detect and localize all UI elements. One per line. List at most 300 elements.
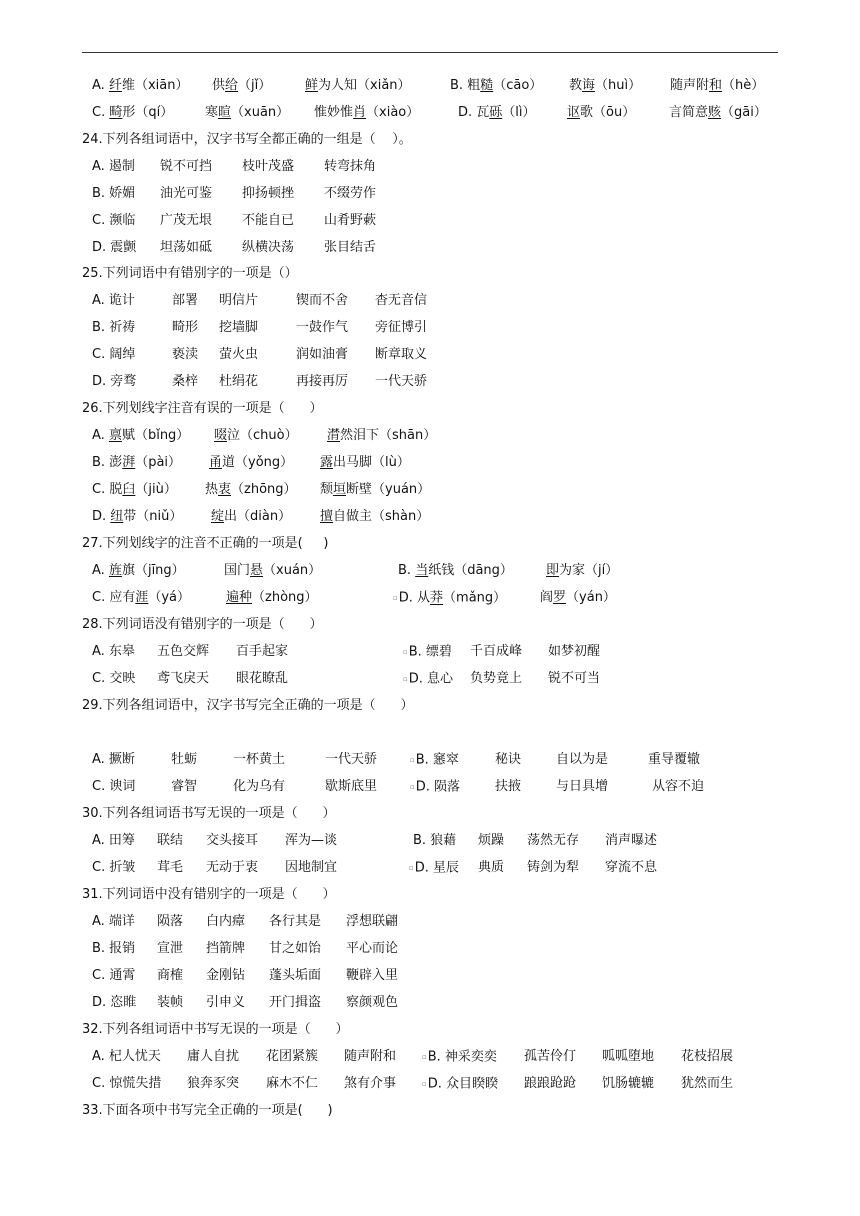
answer-option xyxy=(266,1047,318,1067)
option-text: 茸毛 xyxy=(157,860,184,875)
answer-option xyxy=(346,966,398,986)
question-stem: 28.下列词语没有错别字的一项是（ ） xyxy=(82,617,323,632)
answer-option xyxy=(602,1074,654,1094)
answer-option xyxy=(157,993,183,1013)
answer-option xyxy=(325,750,377,770)
option-text: 装帧 xyxy=(157,995,184,1010)
answer-option xyxy=(92,157,135,177)
option-text: 饥肠辘辘 xyxy=(602,1076,655,1091)
option-text: 热 xyxy=(205,482,219,497)
answer-option xyxy=(546,561,618,581)
answer-option xyxy=(206,831,258,851)
option-text: 犹然而生 xyxy=(681,1076,734,1091)
option-text: （hè） xyxy=(722,78,765,93)
option-text: 歇斯底里 xyxy=(325,779,378,794)
option-text: 纵横决荡 xyxy=(242,240,295,255)
underlined-char: 和 xyxy=(709,78,723,93)
option-text: 颓 xyxy=(320,482,334,497)
option-text: 然泪下（shān） xyxy=(340,428,437,443)
underlined-char: 种 xyxy=(239,590,253,605)
answer-option xyxy=(92,426,189,446)
option-text: 呱呱堕地 xyxy=(602,1049,655,1064)
answer-option xyxy=(296,372,348,392)
option-text: 从容不迫 xyxy=(652,779,705,794)
option-text: 烦躁 xyxy=(478,833,505,848)
option-text: 出（diàn） xyxy=(224,509,292,524)
answer-option xyxy=(211,507,291,527)
answer-option xyxy=(92,76,188,96)
answer-option xyxy=(92,831,135,851)
option-text: （mǎng） xyxy=(443,590,507,606)
answer-option xyxy=(242,184,294,204)
underlined-char: 暄 xyxy=(218,105,232,120)
underlined-char: 赅 xyxy=(708,105,722,120)
answer-option xyxy=(324,211,376,231)
underlined-char: 砾 xyxy=(489,105,503,120)
option-text: 自以为是 xyxy=(556,752,609,767)
answer-option xyxy=(92,993,136,1013)
option-text: 亵渎 xyxy=(172,347,199,362)
option-text: 无动于衷 xyxy=(206,860,259,875)
option-text: 孤苦伶仃 xyxy=(524,1049,577,1064)
answer-option xyxy=(92,777,135,797)
answer-option xyxy=(157,939,183,959)
answer-option xyxy=(346,993,398,1013)
underlined-char: 潸 xyxy=(327,428,341,443)
option-text: 一鼓作气 xyxy=(296,320,349,335)
option-text: B. 粗 xyxy=(450,78,481,93)
option-text: 维（xiān） xyxy=(121,78,189,93)
option-text: 供 xyxy=(212,78,226,93)
option-text: 油光可鉴 xyxy=(160,186,213,201)
answer-option xyxy=(226,588,318,608)
option-text: 浑为—谈 xyxy=(285,833,338,848)
answer-option xyxy=(527,831,579,851)
option-text: 金刚钻 xyxy=(206,968,246,983)
option-text: 与日具增 xyxy=(556,779,609,794)
bullet-dot-icon: ▫ xyxy=(403,675,408,683)
answer-option xyxy=(171,750,197,770)
option-text: 花团紧簇 xyxy=(266,1049,319,1064)
answer-option xyxy=(269,993,321,1013)
underlined-char: 衷 xyxy=(218,482,232,497)
underlined-char: 绽 xyxy=(211,509,225,524)
underlined-char: 肖 xyxy=(353,105,367,120)
answer-option xyxy=(450,76,542,96)
option-text: 挡箭牌 xyxy=(206,941,246,956)
underlined-char: 纤 xyxy=(108,78,122,93)
answer-option xyxy=(92,939,135,959)
answer-option xyxy=(92,561,185,581)
underlined-char: 垣 xyxy=(333,482,347,497)
answer-option xyxy=(344,1047,396,1067)
option-text: 鸢飞戾天 xyxy=(157,671,210,686)
option-text: D. 息心 xyxy=(408,671,454,687)
option-text: 挖墙脚 xyxy=(219,320,259,335)
answer-option xyxy=(495,777,521,797)
answer-option xyxy=(548,642,600,662)
option-text: 荡然无存 xyxy=(527,833,580,848)
answer-option xyxy=(409,858,459,879)
option-text: 因地制宜 xyxy=(285,860,338,875)
answer-option xyxy=(157,669,209,689)
option-text: （pài） xyxy=(135,455,182,470)
option-text: A. xyxy=(92,428,109,443)
answer-option xyxy=(648,750,700,770)
option-text: 润如油膏 xyxy=(296,347,349,362)
answer-option xyxy=(305,76,411,96)
option-text: B. 狼藉 xyxy=(413,833,457,848)
option-text: 扶掖 xyxy=(495,779,522,794)
option-text: 秘诀 xyxy=(495,752,522,767)
answer-option xyxy=(320,480,430,500)
option-text: B. 报销 xyxy=(92,941,136,956)
option-text: 部署 xyxy=(172,293,199,308)
answer-option xyxy=(524,1074,576,1094)
option-text: D. xyxy=(92,509,111,524)
option-text: 形（qí） xyxy=(122,105,174,120)
option-text: 千百成峰 xyxy=(470,644,523,659)
option-text: 各行其是 xyxy=(269,914,322,929)
option-text: 宣泄 xyxy=(157,941,184,956)
answer-option xyxy=(346,912,398,932)
option-text: 寒 xyxy=(205,105,219,120)
answer-option xyxy=(242,238,294,258)
answer-option xyxy=(206,939,245,959)
answer-option xyxy=(470,642,522,662)
option-text: 陨落 xyxy=(157,914,184,929)
bullet-dot-icon: ▫ xyxy=(403,648,408,656)
answer-option xyxy=(670,76,764,96)
underlined-char: 悬 xyxy=(250,563,264,578)
option-text: 鞭辟入里 xyxy=(346,968,399,983)
answer-option xyxy=(269,939,321,959)
answer-option xyxy=(605,831,657,851)
option-text: D. 众目睽睽 xyxy=(427,1076,499,1092)
option-text: C. 谀词 xyxy=(92,779,136,794)
answer-option xyxy=(403,669,453,690)
answer-option xyxy=(605,858,657,878)
answer-option xyxy=(160,157,212,177)
option-text: C. 惊慌失措 xyxy=(92,1076,162,1091)
answer-option xyxy=(556,750,608,770)
question-stem: 32.下列各组词语中书写无误的一项是（ ） xyxy=(82,1022,349,1037)
option-text: C. 应有 xyxy=(92,590,136,605)
question-stem: 27.下列划线字的注音不正确的一项是( ) xyxy=(82,536,329,551)
answer-option xyxy=(92,480,177,500)
option-text: 花枝招展 xyxy=(681,1049,734,1064)
option-text: A. 遏制 xyxy=(92,159,135,174)
bullet-dot-icon: ▫ xyxy=(410,783,415,791)
option-text: 泣（chuò） xyxy=(227,428,298,443)
answer-option xyxy=(219,372,258,392)
answer-option xyxy=(458,103,536,123)
option-text: 随声附和 xyxy=(344,1049,397,1064)
bullet-dot-icon: ▫ xyxy=(422,1080,427,1088)
option-text: 甘之如饴 xyxy=(269,941,322,956)
answer-option xyxy=(92,345,135,365)
option-text: 断壁（yuán） xyxy=(346,482,431,497)
underlined-char: 禀 xyxy=(108,428,122,443)
option-text: D. 从 xyxy=(398,590,431,606)
answer-option xyxy=(92,966,135,986)
option-text: C. xyxy=(92,105,110,120)
question-stem: 24.下列各组词语中，汉字书写全都正确的一组是（ ）。 xyxy=(82,132,412,147)
answer-option xyxy=(236,642,288,662)
answer-option xyxy=(206,966,245,986)
option-text: （xuān） xyxy=(231,105,290,120)
option-text: A. 撅断 xyxy=(92,752,135,767)
answer-option xyxy=(92,211,135,231)
option-text: B. 澎 xyxy=(92,455,123,470)
option-text: 不能自已 xyxy=(242,213,295,228)
bullet-dot-icon: ▫ xyxy=(409,864,414,872)
option-text: 带（niǔ） xyxy=(123,509,183,524)
answer-option xyxy=(285,831,337,851)
option-text: B. 祈祷 xyxy=(92,320,136,335)
option-text: （cāo） xyxy=(493,78,543,93)
option-text: 牡蛎 xyxy=(171,752,198,767)
option-text: A. 田筹 xyxy=(92,833,135,848)
answer-option xyxy=(219,345,258,365)
option-text: 明信片 xyxy=(219,293,259,308)
option-text: B. 娇媚 xyxy=(92,186,136,201)
option-text: 负势竟上 xyxy=(470,671,523,686)
option-text: 典质 xyxy=(478,860,505,875)
option-text: 一代天骄 xyxy=(375,374,428,389)
answer-option xyxy=(478,858,504,878)
option-text: 教 xyxy=(569,78,583,93)
answer-option xyxy=(320,453,410,473)
answer-option xyxy=(375,372,427,392)
answer-option xyxy=(92,372,136,392)
option-text: 踉踉跄跄 xyxy=(524,1076,577,1091)
answer-option xyxy=(325,777,377,797)
answer-option xyxy=(157,831,183,851)
option-text: 转弯抹角 xyxy=(324,159,377,174)
option-text: C. 脱 xyxy=(92,482,123,497)
option-text: B. 缥碧 xyxy=(408,644,452,660)
option-text: 不缀劳作 xyxy=(324,186,377,201)
answer-option xyxy=(92,103,173,123)
answer-option xyxy=(224,561,321,581)
answer-option xyxy=(413,831,456,851)
option-text: A. 诡计 xyxy=(92,293,135,308)
option-text: 锲而不舍 xyxy=(296,293,349,308)
option-text: （zhōng） xyxy=(231,482,297,497)
answer-option xyxy=(314,103,419,123)
option-text: 山肴野蔌 xyxy=(324,213,377,228)
option-text: 萤火虫 xyxy=(219,347,259,362)
option-text: A. xyxy=(92,78,109,93)
option-text: 如梦初醒 xyxy=(548,644,601,659)
option-text: 惟妙惟 xyxy=(314,105,354,120)
option-text: 杜绢花 xyxy=(219,374,259,389)
answer-option xyxy=(219,318,258,338)
option-text: D. 瓦 xyxy=(458,105,490,120)
option-text: C. 濒临 xyxy=(92,213,136,228)
option-text: 坦荡如砥 xyxy=(160,240,213,255)
option-text: 断章取义 xyxy=(375,347,428,362)
underlined-char: 甬 xyxy=(209,455,223,470)
option-text: C. 交映 xyxy=(92,671,136,686)
answer-option xyxy=(206,858,258,878)
answer-option xyxy=(548,669,600,689)
option-text: D. 陨落 xyxy=(415,779,461,795)
option-text: 一杯黄土 xyxy=(233,752,286,767)
answer-option xyxy=(92,912,135,932)
underlined-char: 涯 xyxy=(135,590,149,605)
option-text: 开门揖盗 xyxy=(269,995,322,1010)
answer-option xyxy=(187,1074,239,1094)
option-text: 杳无音信 xyxy=(375,293,428,308)
option-text: 麻木不仁 xyxy=(266,1076,319,1091)
option-text: 道（yǒng） xyxy=(222,455,294,470)
answer-option xyxy=(205,103,289,123)
option-text: 商榷 xyxy=(157,968,184,983)
answer-option xyxy=(92,588,190,608)
answer-option xyxy=(398,561,513,581)
option-text: A. xyxy=(92,563,109,578)
answer-option xyxy=(214,426,298,446)
answer-option xyxy=(92,858,135,878)
answer-option xyxy=(681,1047,733,1067)
answer-option xyxy=(669,103,767,123)
option-text: 广茂无垠 xyxy=(160,213,213,228)
answer-option xyxy=(296,345,348,365)
answer-option xyxy=(320,507,429,527)
question-stem: 29.下列各组词语中，汉字书写完全正确的一项是（ ） xyxy=(82,698,414,713)
answer-option xyxy=(233,777,285,797)
option-text: 一代天骄 xyxy=(325,752,378,767)
answer-option xyxy=(495,750,521,770)
answer-option xyxy=(160,184,212,204)
answer-option xyxy=(375,318,427,338)
option-text: 交头接耳 xyxy=(206,833,259,848)
option-text: 眼花瞭乱 xyxy=(236,671,289,686)
option-text: （jiù） xyxy=(135,482,177,497)
answer-option xyxy=(296,318,348,338)
answer-option xyxy=(92,669,135,689)
option-text: B. 窸窣 xyxy=(415,752,459,768)
option-text: （gāi） xyxy=(721,105,767,120)
answer-option xyxy=(172,318,198,338)
underlined-char: 讴 xyxy=(567,105,581,120)
option-text: 庸人自扰 xyxy=(187,1049,240,1064)
answer-option xyxy=(285,858,337,878)
option-text: D. 恣睢 xyxy=(92,995,137,1010)
answer-option xyxy=(160,238,212,258)
answer-option xyxy=(171,777,197,797)
answer-option xyxy=(172,291,198,311)
answer-option xyxy=(652,777,704,797)
bullet-dot-icon: ▫ xyxy=(393,594,398,602)
answer-option xyxy=(540,588,616,608)
underlined-char: 遍 xyxy=(226,590,240,605)
option-text: （yá） xyxy=(148,590,191,605)
question-stem: 33.下面各项中书写完全正确的一项是( ) xyxy=(82,1103,333,1118)
answer-option xyxy=(187,1047,239,1067)
option-text: （zhòng） xyxy=(252,590,318,605)
option-text: 赋（bǐng） xyxy=(121,428,190,443)
answer-option xyxy=(160,211,212,231)
answer-option xyxy=(236,669,288,689)
option-text: 国门 xyxy=(224,563,251,578)
answer-option xyxy=(569,76,641,96)
option-text: 百手起家 xyxy=(236,644,289,659)
answer-option xyxy=(344,1074,396,1094)
option-text: 枝叶茂盛 xyxy=(242,159,295,174)
option-text: D. 星辰 xyxy=(414,860,460,876)
option-text: （xiào） xyxy=(366,105,420,120)
answer-option xyxy=(92,291,135,311)
option-text: B. 神采奕奕 xyxy=(427,1049,497,1065)
answer-option xyxy=(375,345,427,365)
answer-option xyxy=(410,750,459,771)
answer-option xyxy=(92,750,135,770)
answer-option xyxy=(172,372,198,392)
option-text: 再接再厉 xyxy=(296,374,349,389)
answer-option xyxy=(206,993,245,1013)
underlined-char: 即 xyxy=(546,563,560,578)
option-text: C. 折皱 xyxy=(92,860,136,875)
answer-option xyxy=(157,642,209,662)
option-text: 旁征博引 xyxy=(375,320,428,335)
option-text: 引申义 xyxy=(206,995,246,1010)
option-text: D. 旁骛 xyxy=(92,374,137,389)
answer-option xyxy=(266,1074,318,1094)
answer-option xyxy=(527,858,579,878)
option-text: 化为乌有 xyxy=(233,779,286,794)
answer-option xyxy=(346,939,398,959)
answer-option xyxy=(157,912,183,932)
answer-option xyxy=(478,831,504,851)
answer-option xyxy=(205,480,297,500)
answer-option xyxy=(233,750,285,770)
answer-option xyxy=(206,912,245,932)
option-text: 张目结舌 xyxy=(324,240,377,255)
option-text: 煞有介事 xyxy=(344,1076,397,1091)
answer-option xyxy=(602,1047,654,1067)
answer-option xyxy=(209,453,293,473)
answer-option xyxy=(212,76,271,96)
answer-option xyxy=(242,157,294,177)
underlined-char: 露 xyxy=(320,455,334,470)
option-text: 狼奔豕突 xyxy=(187,1076,240,1091)
answer-option xyxy=(157,858,183,878)
option-text: 联结 xyxy=(157,833,184,848)
question-stem: 25.下列词语中有错别字的一项是（） xyxy=(82,266,298,281)
underlined-char: 旌 xyxy=(108,563,122,578)
option-text: 旗（jīng） xyxy=(121,563,185,578)
bullet-dot-icon: ▫ xyxy=(410,756,415,764)
answer-option xyxy=(92,1047,161,1067)
underlined-char: 鲜 xyxy=(305,78,319,93)
question-stem: 31.下列词语中没有错别字的一项是（ ） xyxy=(82,887,336,902)
answer-option xyxy=(92,507,182,527)
option-text: 锐不可当 xyxy=(548,671,601,686)
option-text: 锐不可挡 xyxy=(160,159,213,174)
answer-option xyxy=(422,1074,498,1095)
option-text: （yán） xyxy=(566,590,616,605)
option-text: （huì） xyxy=(595,78,642,93)
answer-option xyxy=(324,238,376,258)
answer-option xyxy=(92,453,181,473)
option-text: 畸形 xyxy=(172,320,199,335)
answer-option xyxy=(92,642,135,662)
answer-option xyxy=(172,345,198,365)
option-text: 蓬头垢面 xyxy=(269,968,322,983)
